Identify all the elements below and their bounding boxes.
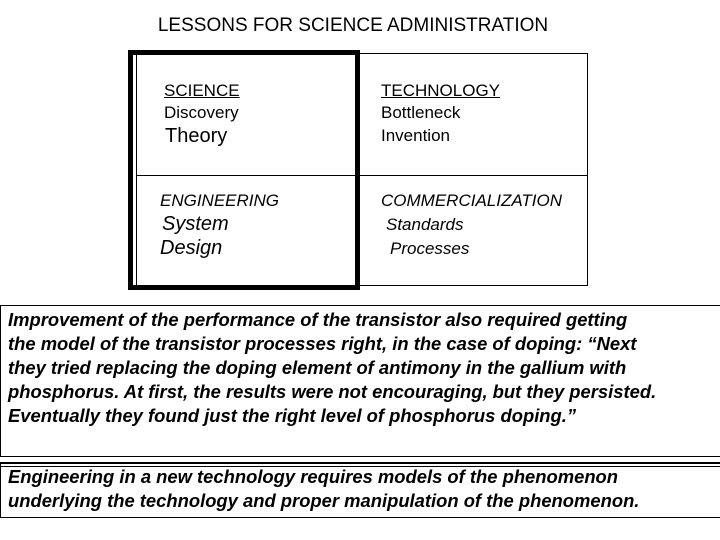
engineering-line-design: Design — [160, 237, 223, 259]
commercialization-line-standards: Standards — [386, 215, 464, 234]
science-heading: SCIENCE — [164, 81, 240, 100]
technology-line-invention: Invention — [381, 126, 450, 145]
science-line-theory: Theory — [165, 125, 228, 147]
paragraph-line: Eventually they found just the right level of phosphorus doping.” — [8, 405, 577, 426]
transistor-doping-quote-box — [0, 305, 720, 457]
technology-line-bottleneck: Bottleneck — [381, 103, 461, 122]
commercialization-heading: COMMERCIALIZATION — [381, 191, 563, 210]
paragraph-line: phosphorus. At first, the results were not encouraging, but they persisted. — [8, 381, 657, 402]
paragraph-line: Engineering in a new technology requires models of the phenomenon — [8, 466, 619, 487]
commercialization-line-processes: Processes — [390, 239, 470, 258]
paragraph-line: underlying the technology and proper manipulation of the phenomenon. — [8, 490, 640, 511]
double-rule — [1, 463, 720, 467]
engineering-line-system: System — [162, 213, 229, 235]
engineering-heading: ENGINEERING — [160, 191, 280, 210]
technology-heading: TECHNOLOGY — [381, 81, 501, 100]
slide-title: LESSONS FOR SCIENCE ADMINISTRATION — [157, 15, 549, 36]
science-line-discovery: Discovery — [164, 103, 239, 122]
paragraph-line: Improvement of the performance of the transistor also required getting — [8, 309, 628, 330]
engineering-conclusion-box — [0, 462, 720, 518]
paragraph-line: they tried replacing the doping element of antimony in the gallium with — [8, 357, 627, 378]
paragraph-line: the model of the transistor processes right, in the case of doping: “Next — [8, 333, 637, 354]
